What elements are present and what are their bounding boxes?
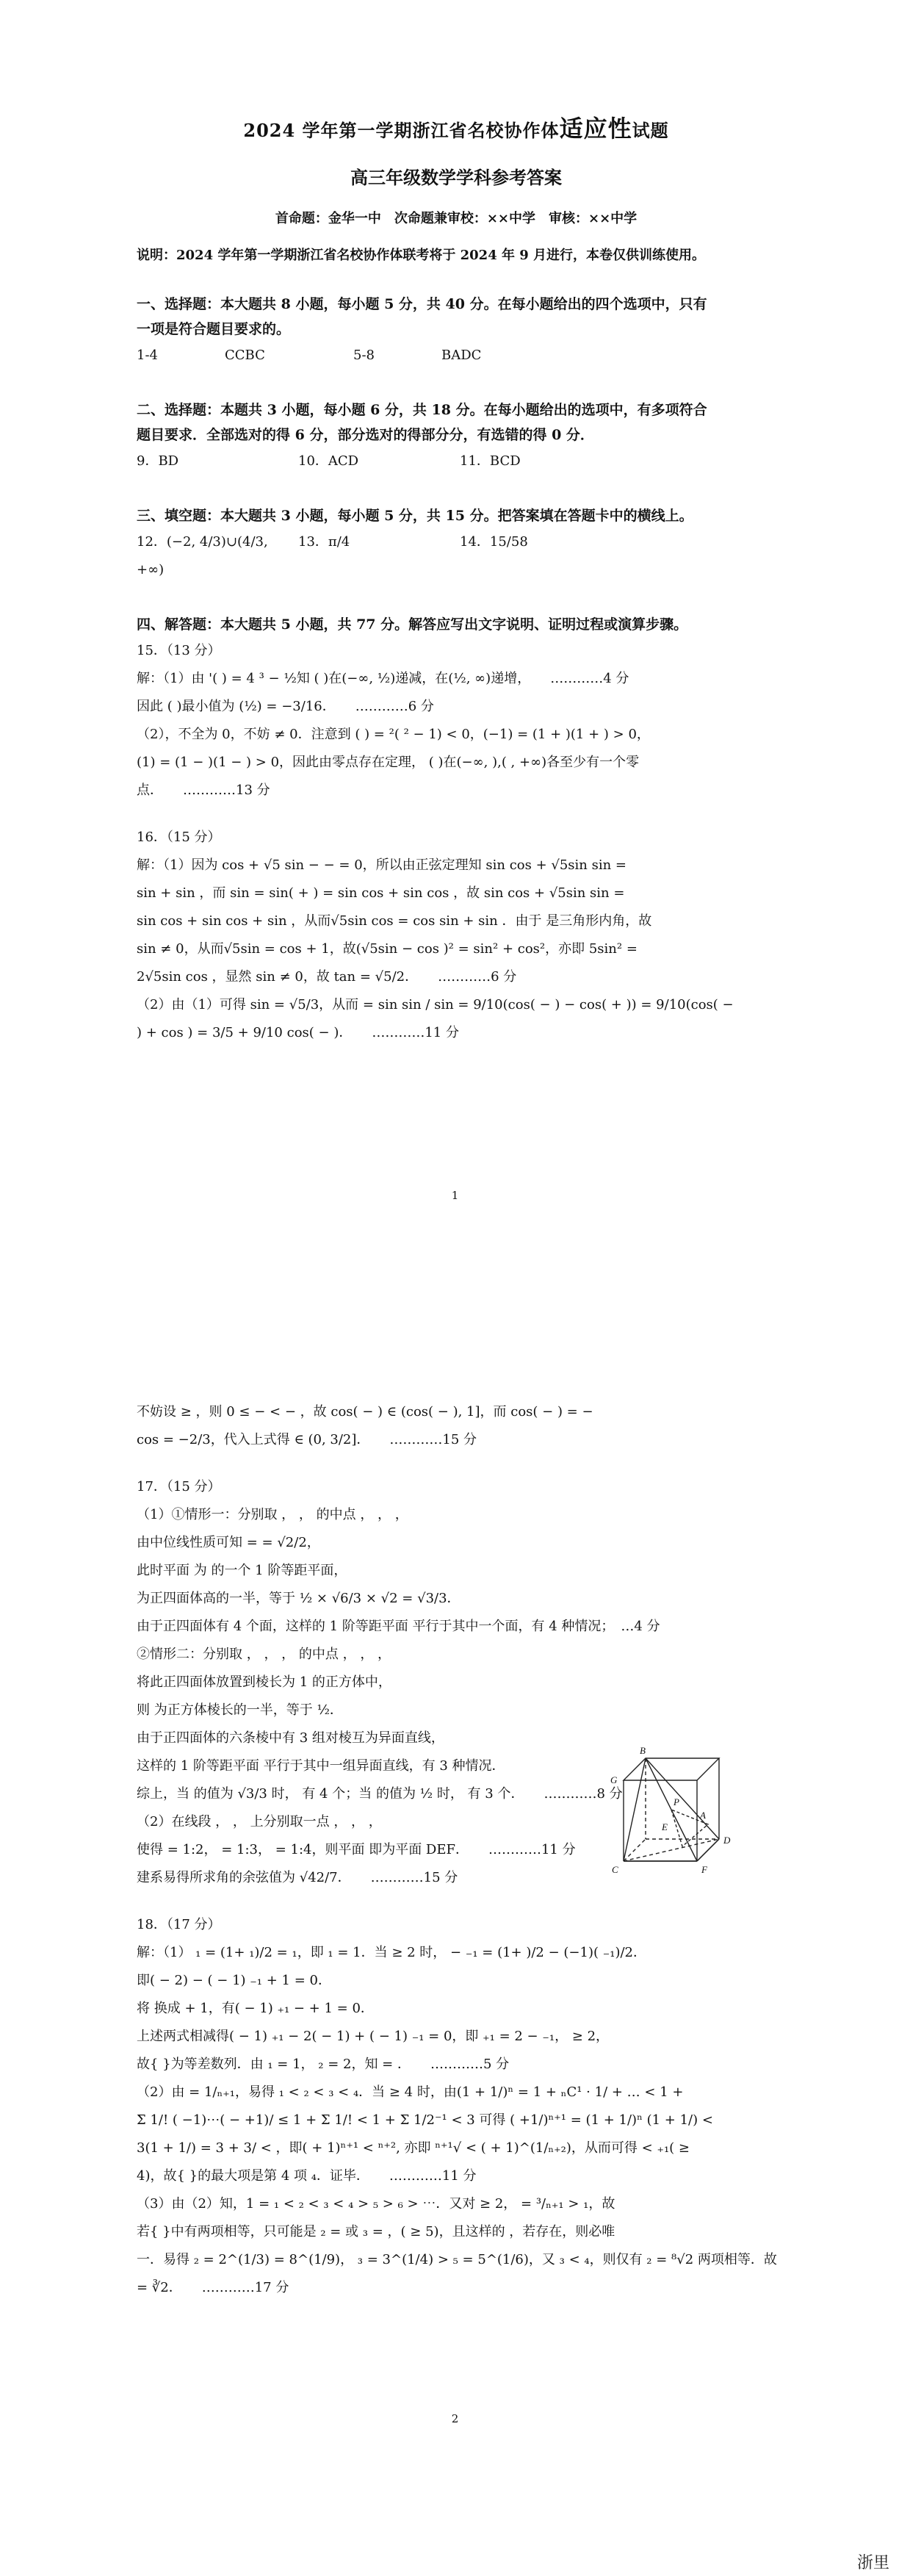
q15-line: 点． …………13 分 (137, 782, 270, 798)
exam-title: 2024 学年第一学期浙江省名校协作体适应性试题 (243, 115, 669, 143)
section2-heading: 二、选择题：本题共 3 小题，每小题 6 分，共 18 分。在每小题给出的选项中，有多项符合 题目要求．全部选对的得 6 分，部分选对的得部分分，有选错的得 0 分． (137, 402, 707, 443)
corner-watermark: 浙里 (856, 2554, 889, 2572)
q18-line: （2）由 = 1/ₙ₊₁，易得 ₁ < ₂ < ₃ < ₄．当 ≥ 4 时，由(1 + 1/)ⁿ = 1 + ₙC¹ · 1/ + … < 1 + (137, 2084, 684, 2100)
q17-line: （2）在线段 ， ， 上分别取一点 ， ， ， (137, 1814, 382, 1830)
q15-line: （2），不全为 0，不妨 ≠ 0．注意到 ( ) = ²( ² − 1) < 0，(−1) = (1 + )(1 + ) > 0， (137, 727, 650, 742)
tetra-edge (697, 1839, 719, 1861)
q15-line: 因此 ( )最小值为 (½) = −3/16． …………6 分 (137, 699, 434, 714)
q16-line: sin + sin ，而 sin = sin( + ) = sin cos + sin cos ，故 sin cos + √5sin sin = (137, 885, 625, 901)
page-number: 1 (451, 1189, 459, 1202)
cube-hidden-edge (624, 1839, 646, 1861)
q18-line: 4)，故{ }的最大项是第 4 项 ₄．证毕． …………11 分 (137, 2168, 477, 2184)
figure-label: F (701, 1864, 707, 1875)
figure-label: D (723, 1835, 731, 1846)
q16-line: 2√5sin cos ，显然 sin ≠ 0，故 tan = √5/2． …………6 分 (137, 969, 517, 985)
usage-note: 说明：2024 学年第一学期浙江省名校协作体联考将于 2024 年 9 月进行，本卷仅供训练使用。 (137, 248, 706, 263)
section3-heading: 三、填空题：本大题共 3 小题，每小题 5 分，共 15 分。把答案填在答题卡中的横线上。 (137, 508, 693, 524)
page-number: 2 (451, 2412, 459, 2425)
q18-line: Σ 1/! ( −1)⋯( − +1)/ ≤ 1 + Σ 1/! < 1 + Σ 1/2⁻¹ < 3 可得 ( +1/)ⁿ⁺¹ = (1 + 1/)ⁿ (1 + 1/) < (137, 2112, 713, 2128)
q18-line: 一．易得 ₂ = 2^(1/3) = 8^(1/9)， ₃ = 3^(1/4) > ₅ = 5^(1/6)，又 ₃ < ₄，则仅有 ₂ = ⁸√2 两项相等．故 (137, 2252, 777, 2267)
figure-label: E (662, 1821, 668, 1832)
tetrahedron-cube-figure (594, 1736, 748, 1890)
cube-top-face (624, 1758, 719, 1780)
q16-cont-line: cos = −2/3，代入上式得 ∈ (0, 3/2]． …………15 分 (137, 1432, 477, 1447)
q17-line: ②情形二：分别取 ， ， ， 的中点 ， ， ， (137, 1647, 391, 1662)
page-1-content (137, 110, 776, 1047)
q17-title: 17．（15 分） (137, 1479, 221, 1494)
q17-line: 建系易得所求角的余弦值为 √42/7． …………15 分 (137, 1870, 458, 1885)
exam-subtitle: 高三年级数学学科参考答案 (350, 167, 562, 188)
q18-line: 解：（1） ₁ = (1+ ₁)/2 = ₁，即 ₁ = 1．当 ≥ 2 时， − ₋₁ = (1+ )/2 − (−1)( ₋₁)/2． (137, 1945, 646, 1960)
q18-line: 即( − 2) − ( − 1) ₋₁ + 1 = 0． (137, 1973, 331, 1988)
figure-label: A (700, 1810, 706, 1821)
q17-line: 则 为正方体棱长的一半，等于 ½． (137, 1702, 343, 1718)
q17-line: （1）①情形一：分别取 ， ， 的中点 ， ， ， (137, 1507, 408, 1522)
section1-answers: 1-4 CCBC 5-8 BADC (137, 348, 482, 363)
q17-line: 此时平面 为 的一个 1 阶等距平面， (137, 1563, 347, 1578)
q18-line: 故{ }为等差数列．由 ₁ = 1， ₂ = 2，知 = ． …………5 分 (137, 2057, 510, 2072)
q15-line: 解：（1）由 '( ) = 4 ³ − ½知 ( )在(−∞, ½)递减，在(½, ∞)递增， …………4 分 (137, 671, 629, 686)
q15-line: (1) = (1 − )(1 − ) > 0，因此由零点存在定理， ( )在(−∞, ),( , +∞)各至少有一个零 (137, 755, 640, 770)
q18-line: 上述两式相减得( − 1) ₊₁ − 2( − 1) + ( − 1) ₋₁ = 0，即 ₊₁ = 2 − ₋₁， ≥ 2， (137, 2029, 610, 2044)
q18-line: = ∛2． …………17 分 (137, 2280, 289, 2295)
q18-line: 3(1 + 1/) = 3 + 3/ < ，即( + 1)ⁿ⁺¹ < ⁿ⁺², 亦即 ⁿ⁺¹√ < ( + 1)^(1/ₙ₊₂)，从而可得 < ₊₁( ≥ (137, 2140, 690, 2156)
q16-cont-line: 不妨设 ≥ ，则 0 ≤ − < − ，故 cos( − ) ∈ (cos( − ), 1]，而 cos( − ) = − (137, 1404, 593, 1420)
q15-title: 15．（13 分） (137, 643, 221, 658)
section4-heading: 四、解答题：本大题共 5 小题，共 77 分。解答应写出文字说明、证明过程或演算步骤。 (137, 616, 688, 633)
section2-answers: 9．BD 10．ACD 11．BCD (137, 453, 521, 469)
q18-title: 18．（17 分） (137, 1917, 221, 1932)
q17-line: 为正四面体高的一半，等于 ½ × √6/3 × √2 = √3/3． (137, 1591, 461, 1606)
figure-label: C (612, 1864, 618, 1875)
tetra-edge (624, 1758, 646, 1861)
q18-line: （3）由（2）知，1 = ₁ < ₂ < ₃ < ₄ > ₅ > ₆ > ⋯．又对 ≥ 2， = ³/ₙ₊₁ > ₁，故 (137, 2196, 615, 2212)
figure-label: G (610, 1774, 618, 1785)
q16-line: sin ≠ 0，从而√5sin = cos + 1，故(√5sin − cos )² = sin² + cos²，亦即 5sin² = (137, 941, 638, 957)
q17-line: 由中位线性质可知 = = √2/2， (137, 1535, 320, 1550)
q16-line: （2）由（1）可得 sin = √5/3，从而 = sin sin / sin = 9/10(cos( − ) − cos( + )) = 9/10(cos( − (137, 997, 734, 1012)
q16-title: 16．（15 分） (137, 830, 221, 845)
q18-line: 若{ }中有两项相等，只可能是 ₂ = 或 ₃ = ，( ≥ 5)，且这样的 ，若存在，则必唯 (137, 2224, 615, 2239)
q17-line: 这样的 1 阶等距平面 平行于其中一组异面直线，有 3 种情况． (137, 1758, 505, 1774)
q17-line: 由于正四面体有 4 个面，这样的 1 阶等距平面 平行于其中一个面，有 4 种情况； …4 分 (137, 1619, 660, 1634)
q17-line: 将此正四面体放置到棱长为 1 的正方体中， (137, 1674, 391, 1690)
tetra-hidden-edge (624, 1839, 719, 1861)
q17-line: 由于正四面体的六条棱中有 3 组对棱互为异面直线， (137, 1730, 444, 1746)
q18-line: 将 换成 + 1，有( − 1) ₊₁ − + 1 = 0． (137, 2001, 374, 2016)
credits-line: 首命题：金华一中 次命题兼审校：××中学 审核：××中学 (275, 211, 638, 226)
title-emphasis: 适应性 (559, 115, 632, 143)
figure-label: P (674, 1796, 679, 1807)
section3-answers: 12．(−2, 4/3)∪(4/3, +∞) 13．π/4 14．15/58 (137, 534, 528, 578)
tetra-edge (646, 1758, 719, 1839)
q17-line: 综上，当 的值为 √3/3 时， 有 4 个；当 的值为 ½ 时， 有 3 个． …………8 分 (137, 1786, 623, 1802)
q16-line: sin cos + sin cos + sin ，从而√5sin cos = cos sin + sin ．由于 是三角形内角，故 (137, 913, 652, 929)
q16-line: ) + cos ) = 3/5 + 9/10 cos( − )． …………11 分 (137, 1025, 459, 1040)
figure-label: B (640, 1745, 646, 1756)
section1-heading: 一、选择题：本大题共 8 小题，每小题 5 分，共 40 分。在每小题给出的四个选项中，只有 一项是符合题目要求的。 (137, 296, 707, 337)
q16-line: 解：（1）因为 cos + √5 sin − − = 0，所以由正弦定理知 sin cos + √5sin sin = (137, 857, 627, 873)
q17-line: 使得 = 1:2， = 1:3， = 1:4，则平面 即为平面 DEF． …………11 分 (137, 1842, 576, 1857)
page-2 (0, 1288, 910, 2576)
